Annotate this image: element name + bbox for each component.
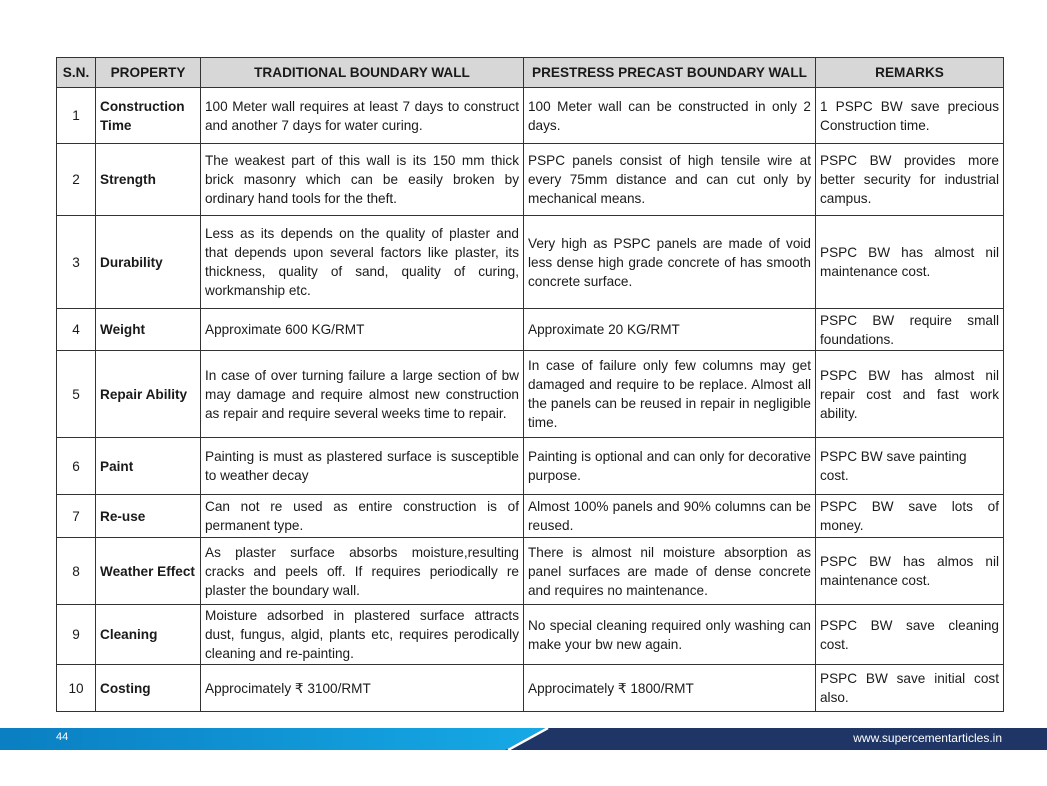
table-row	[57, 495, 1004, 538]
row-property: Construction Time	[96, 88, 201, 144]
table-row	[57, 144, 1004, 216]
row-remarks: 1 PSPC BW save precious Construction time.	[816, 88, 1004, 144]
row-sn: 2	[57, 144, 96, 216]
row-traditional: The weakest part of this wall is its 150 mm thick brick masonry which can be easily broken by ordinary hand tools for the theft.	[201, 144, 524, 216]
row-precast: Very high as PSPC panels are made of void less dense high grade concrete of has smooth concrete surface.	[524, 216, 816, 309]
row-remarks: PSPC BW save initial cost also.	[816, 665, 1004, 712]
row-sn: 6	[57, 438, 96, 495]
header-remarks: REMARKS	[816, 58, 1004, 88]
row-traditional: Moisture adsorbed in plastered surface attracts dust, fungus, algid, plants etc, requires perodically cleaning and re-painting.	[201, 605, 524, 665]
website-link[interactable]: www.supercementarticles.in	[853, 731, 1002, 745]
row-property: Cleaning	[96, 605, 201, 665]
row-remarks: PSPC BW has almost nil maintenance cost.	[816, 216, 1004, 309]
row-remarks: PSPC BW has almos nil maintenance cost.	[816, 538, 1004, 605]
row-traditional: Approximate 600 KG/RMT	[201, 309, 524, 351]
row-sn: 4	[57, 309, 96, 351]
table-row	[57, 351, 1004, 438]
table-header-row	[57, 58, 1004, 88]
header-traditional: TRADITIONAL BOUNDARY WALL	[201, 58, 524, 88]
row-sn: 3	[57, 216, 96, 309]
row-remarks: PSPC BW provides more better security for industrial campus.	[816, 144, 1004, 216]
row-precast: Almost 100% panels and 90% columns can be reused.	[524, 495, 816, 538]
row-traditional: 100 Meter wall requires at least 7 days to construct and another 7 days for water curing.	[201, 88, 524, 144]
row-precast: 100 Meter wall can be constructed in only 2 days.	[524, 88, 816, 144]
table-row	[57, 538, 1004, 605]
table-row	[57, 216, 1004, 309]
row-property: Repair Ability	[96, 351, 201, 438]
row-precast: No special cleaning required only washing can make your bw new again.	[524, 605, 816, 665]
row-traditional: In case of over turning failure a large section of bw may damage and require almost new construction as repair and require several weeks time to repair.	[201, 351, 524, 438]
row-property: Costing	[96, 665, 201, 712]
row-traditional: Painting is must as plastered surface is susceptible to weather decay	[201, 438, 524, 495]
row-traditional: Approcimately ₹ 3100/RMT	[201, 665, 524, 712]
row-property: Paint	[96, 438, 201, 495]
row-property: Strength	[96, 144, 201, 216]
table-row	[57, 309, 1004, 351]
row-sn: 1	[57, 88, 96, 144]
row-sn: 9	[57, 605, 96, 665]
row-remarks: PSPC BW has almost nil repair cost and fast work ability.	[816, 351, 1004, 438]
table-row	[57, 88, 1004, 144]
row-traditional: Can not re used as entire construction is of permanent type.	[201, 495, 524, 538]
row-remarks: PSPC BW require small foundations.	[816, 309, 1004, 351]
comparison-table	[56, 57, 1004, 712]
row-sn: 7	[57, 495, 96, 538]
row-sn: 5	[57, 351, 96, 438]
row-precast: Approximate 20 KG/RMT	[524, 309, 816, 351]
header-property: PROPERTY	[96, 58, 201, 88]
row-sn: 10	[57, 665, 96, 712]
table-row	[57, 665, 1004, 712]
row-property: Weight	[96, 309, 201, 351]
row-traditional: As plaster surface absorbs moisture,resulting cracks and peels off. If requires periodically re plaster the boundary wall.	[201, 538, 524, 605]
row-sn: 8	[57, 538, 96, 605]
row-precast: Painting is optional and can only for decorative purpose.	[524, 438, 816, 495]
row-remarks: PSPC BW save cleaning cost.	[816, 605, 1004, 665]
row-remarks: PSPC BW save painting cost.	[816, 438, 1004, 495]
row-traditional: Less as its depends on the quality of plaster and that depends upon several factors like plaster, its thickness, quality of sand, quality of curing, workmanship etc.	[201, 216, 524, 309]
page-footer	[0, 728, 1047, 750]
table-row	[57, 438, 1004, 495]
row-precast: PSPC panels consist of high tensile wire at every 75mm distance and can cut only by mechanical means.	[524, 144, 816, 216]
row-property: Weather Effect	[96, 538, 201, 605]
table-row	[57, 605, 1004, 665]
header-precast: PRESTRESS PRECAST BOUNDARY WALL	[524, 58, 816, 88]
row-property: Re-use	[96, 495, 201, 538]
row-precast: In case of failure only few columns may get damaged and require to be replace. Almost all the panels can be reused in repair in negligible time.	[524, 351, 816, 438]
page-number: 44	[56, 731, 69, 743]
row-remarks: PSPC BW save lots of money.	[816, 495, 1004, 538]
row-precast: There is almost nil moisture absorption as panel surfaces are made of dense concrete and requires no maintenance.	[524, 538, 816, 605]
row-property: Durability	[96, 216, 201, 309]
header-sn: S.N.	[57, 58, 96, 88]
row-precast: Approcimately ₹ 1800/RMT	[524, 665, 816, 712]
comparison-table-container	[56, 57, 1003, 712]
